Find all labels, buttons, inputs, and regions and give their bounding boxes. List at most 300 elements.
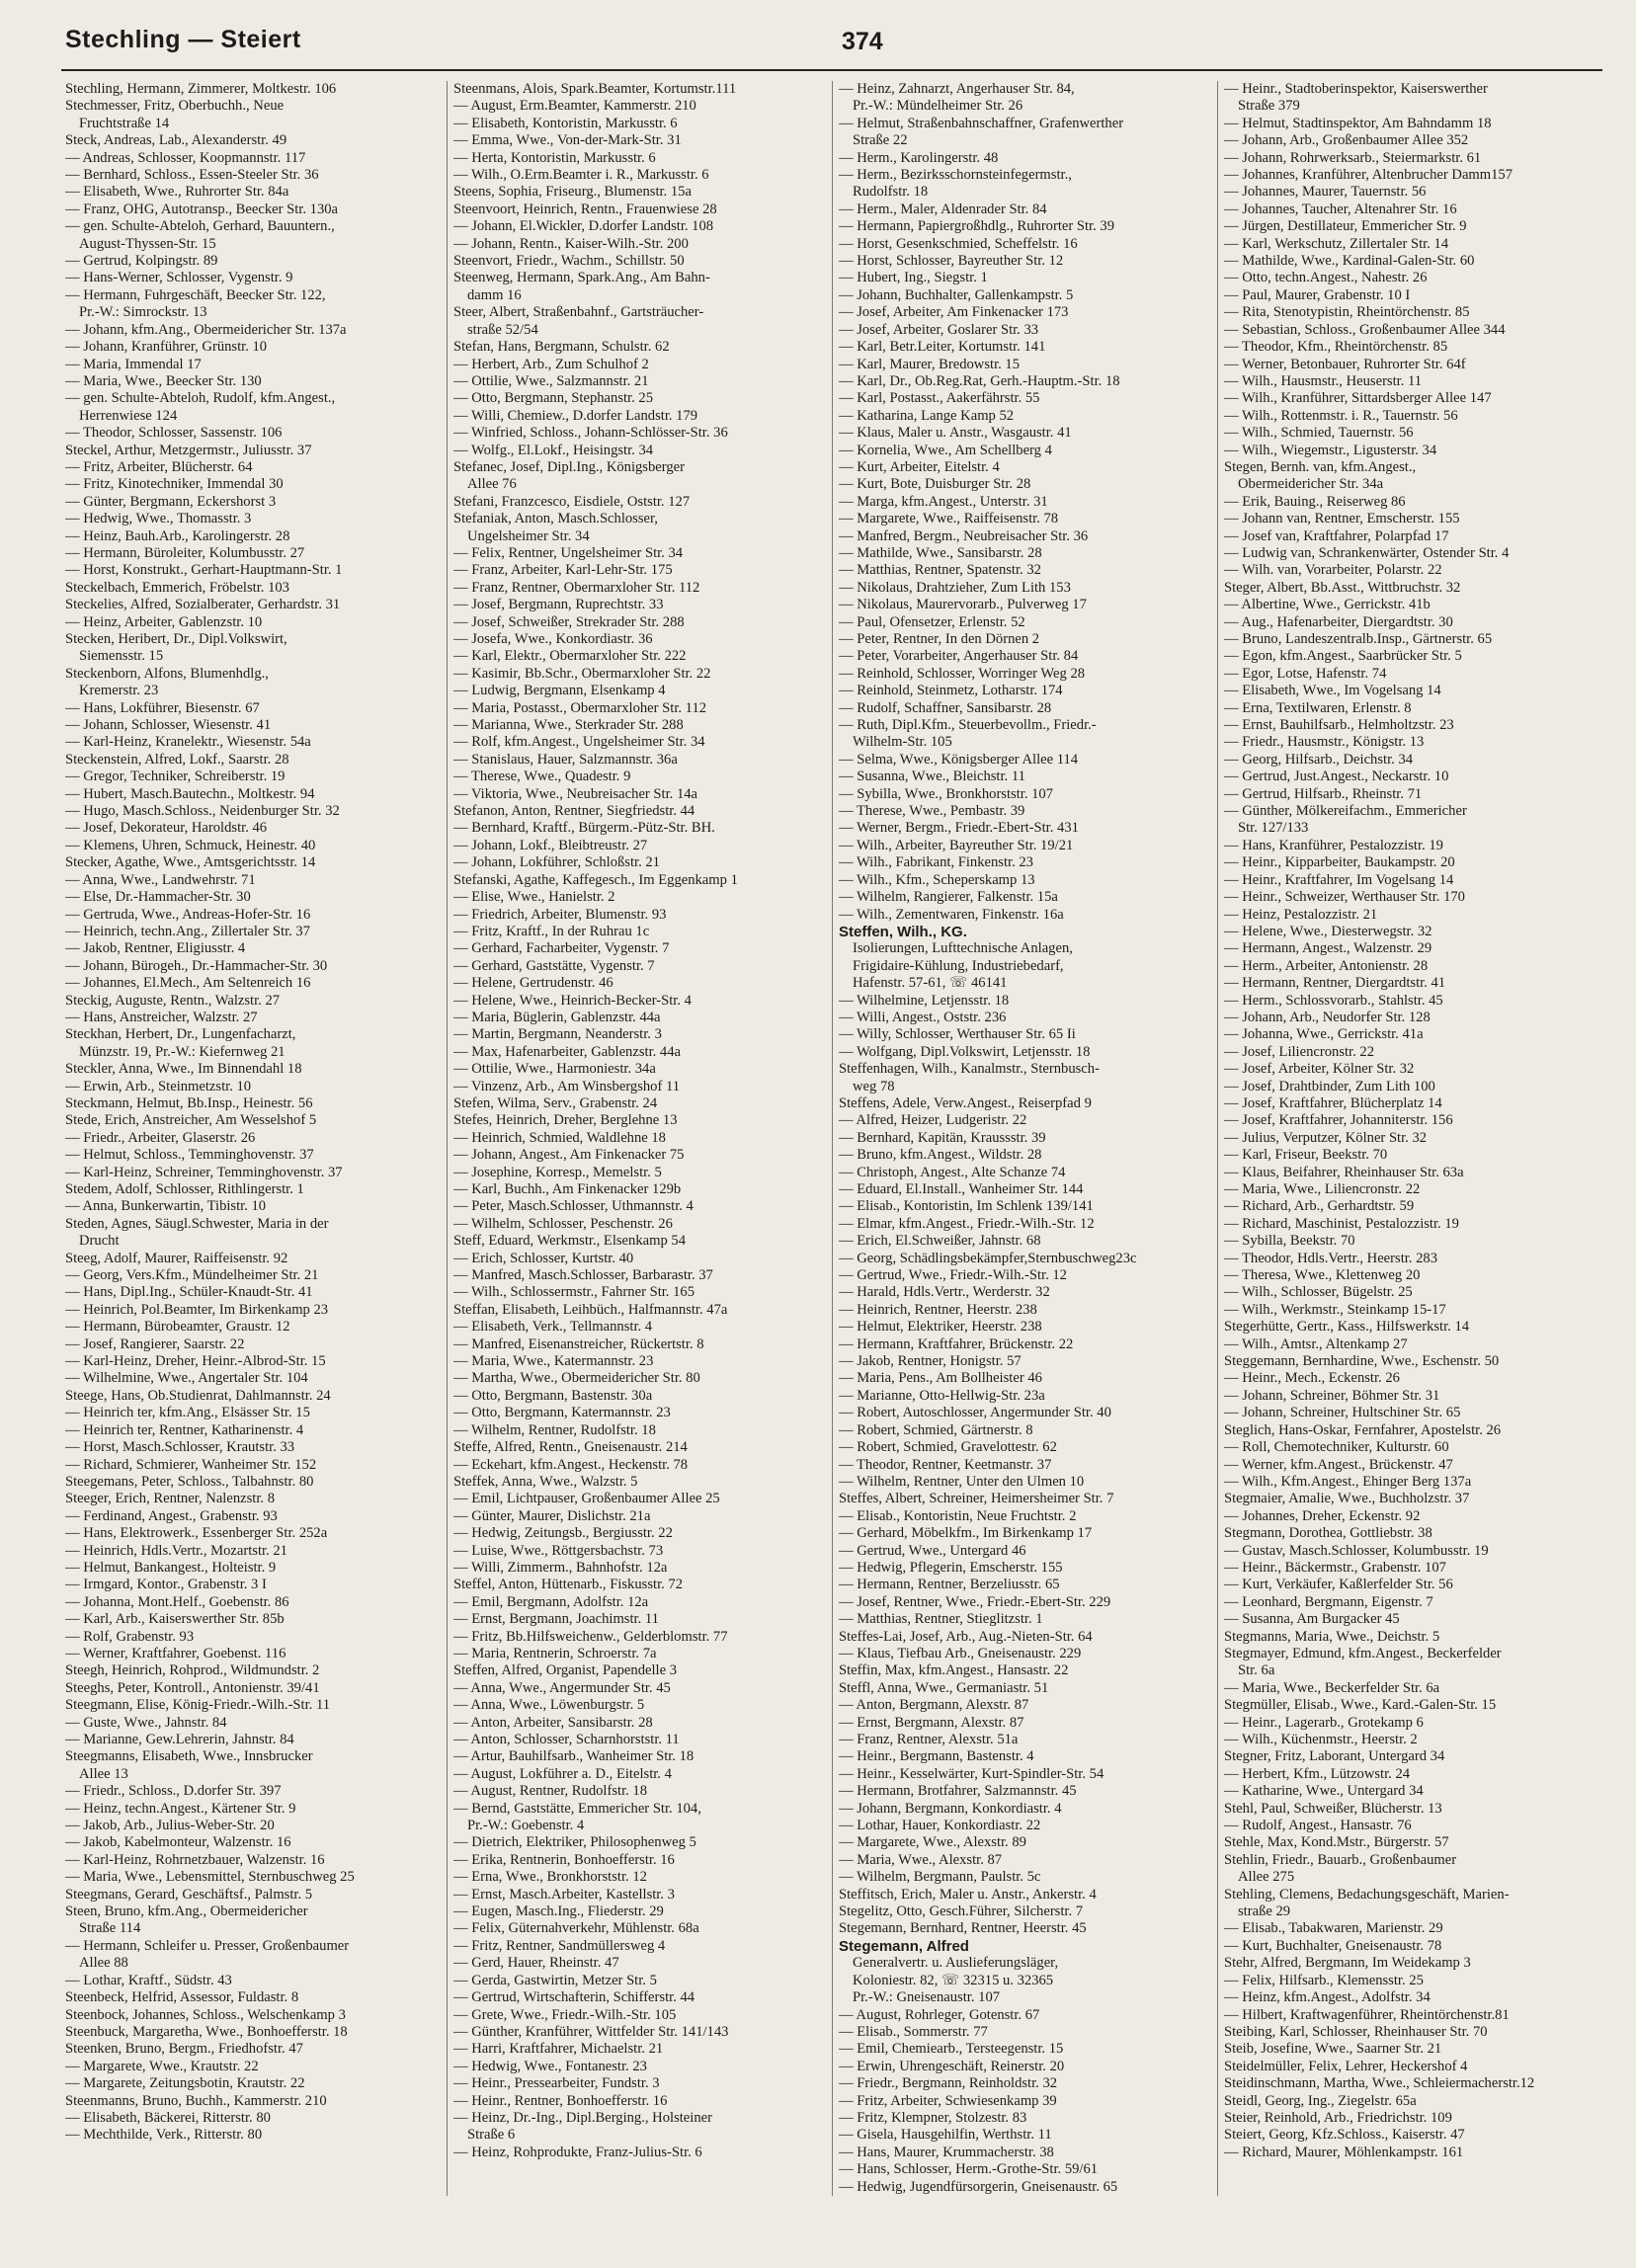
directory-entry: Stegner, Fritz, Laborant, Untergard 34 bbox=[1224, 1748, 1445, 1765]
directory-entry: Steffl, Anna, Wwe., Germaniastr. 51 bbox=[839, 1679, 1049, 1696]
directory-entry: Steenken, Bruno, Bergm., Friedhofstr. 47 bbox=[65, 2041, 303, 2058]
directory-entry: — Johanna, Wwe., Gerrickstr. 41a bbox=[1224, 1026, 1424, 1043]
directory-entry: — Herm., Arbeiter, Antonienstr. 28 bbox=[1224, 957, 1429, 974]
directory-entry: — Franz, Rentner, Alexstr. 51a bbox=[839, 1732, 1019, 1747]
directory-entry: Steffes-Lai, Josef, Arb., Aug.-Nieten-Str. 64 bbox=[839, 1628, 1093, 1645]
directory-entry: — Johann, Schlosser, Wiesenstr. 41 bbox=[65, 717, 272, 734]
directory-entry: — Klaus, Tiefbau Arb., Gneisenaustr. 229 bbox=[839, 1645, 1082, 1661]
directory-entry: Stegmann, Dorothea, Gottliebstr. 38 bbox=[1224, 1525, 1432, 1542]
directory-entry: — Bruno, kfm.Angest., Wildstr. 28 bbox=[839, 1147, 1042, 1164]
directory-entry: Obermeidericher Str. 34a bbox=[1238, 476, 1384, 493]
directory-entry: — gen. Schulte-Abteloh, Rudolf, kfm.Angest., bbox=[65, 390, 336, 407]
directory-entry: — Heinz, Dr.-Ing., Dipl.Berging., Holsteiner bbox=[453, 2109, 712, 2126]
directory-entry: — Heinz, Zahnarzt, Angerhauser Str. 84, bbox=[839, 81, 1075, 97]
directory-entry: Koloniestr. 82, ☏ 32315 u. 32365 bbox=[853, 1972, 1054, 1988]
directory-entry: — Kornelia, Wwe., Am Schellberg 4 bbox=[839, 442, 1052, 458]
directory-entry: — Vinzenz, Arb., Am Winsbergshof 11 bbox=[453, 1078, 681, 1094]
directory-entry: — Winfried, Schloss., Johann-Schlösser-Str. 36 bbox=[453, 425, 728, 442]
directory-entry: weg 78 bbox=[853, 1078, 895, 1094]
directory-entry: — Herbert, Kfm., Lützowstr. 24 bbox=[1224, 1765, 1411, 1782]
directory-entry: — Johann, Lokführer, Schloßstr. 21 bbox=[453, 854, 660, 871]
directory-entry: — Maria, Wwe., Beckerfelder Str. 6a bbox=[1224, 1679, 1440, 1696]
directory-entry: — Wilh., Kfm.Angest., Ehinger Berg 137a bbox=[1224, 1473, 1472, 1490]
directory-entry: — Josef, Rangierer, Saarstr. 22 bbox=[65, 1336, 245, 1352]
directory-entry: — Wilh., Kfm., Scheperskamp 13 bbox=[839, 871, 1035, 888]
directory-entry: — Maria, Rentnerin, Schroerstr. 7a bbox=[453, 1645, 657, 1661]
directory-entry: — Johannes, Dreher, Eckenstr. 92 bbox=[1224, 1507, 1421, 1524]
directory-entry: — Heinrich ter, kfm.Ang., Elsässer Str. 15 bbox=[65, 1405, 310, 1421]
directory-entry: — Gerhard, Facharbeiter, Vygenstr. 7 bbox=[453, 940, 670, 957]
directory-entry: Steck, Andreas, Lab., Alexanderstr. 49 bbox=[65, 132, 287, 149]
directory-entry: — Richard, Maurer, Möhlenkampstr. 161 bbox=[1224, 2144, 1464, 2160]
directory-entry: — Heinz, Rohprodukte, Franz-Julius-Str. 6 bbox=[453, 2144, 702, 2160]
directory-entry: — Josef, Drahtbinder, Zum Lith 100 bbox=[1224, 1078, 1435, 1094]
directory-entry: — Herbert, Arb., Zum Schulhof 2 bbox=[453, 356, 649, 372]
directory-entry: Steffel, Anton, Hüttenarb., Fiskusstr. 72 bbox=[453, 1577, 684, 1593]
directory-entry: — Wilhelmine, Letjensstr. 18 bbox=[839, 992, 1010, 1009]
directory-entry: — Karl, Werkschutz, Zillertaler Str. 14 bbox=[1224, 235, 1449, 252]
directory-entry: Pr.-W.: Mündelheimer Str. 26 bbox=[853, 98, 1023, 115]
directory-entry: — Johann, Buchhalter, Gallenkampstr. 5 bbox=[839, 286, 1074, 303]
directory-entry: — Hedwig, Jugendfürsorgerin, Gneisenaustr. 65 bbox=[839, 2178, 1118, 2195]
directory-entry: — Theodor, Kfm., Rheintörchenstr. 85 bbox=[1224, 339, 1448, 356]
directory-entry: Steeger, Erich, Rentner, Nalenzstr. 8 bbox=[65, 1491, 275, 1507]
directory-entry: — Hans-Werner, Schlosser, Vygenstr. 9 bbox=[65, 270, 293, 286]
directory-entry: — August, Rohrleger, Gotenstr. 67 bbox=[839, 2006, 1040, 2023]
directory-entry: — Hans, Elektrowerk., Essenberger Str. 252a bbox=[65, 1525, 328, 1542]
directory-entry: — Fritz, Kinotechniker, Immendal 30 bbox=[65, 476, 284, 493]
directory-entry: — Elisab., Kontoristin, Neue Fruchtstr. 2 bbox=[839, 1507, 1077, 1524]
directory-entry: Pr.-W.: Gneisenaustr. 107 bbox=[853, 1989, 1001, 2006]
directory-entry: — Heinr., Schweizer, Werthauser Str. 170 bbox=[1224, 889, 1465, 906]
directory-entry: — Johann, Rohrwerksarb., Steiermarkstr. 61 bbox=[1224, 149, 1482, 166]
directory-entry: — Franz, Arbeiter, Karl-Lehr-Str. 175 bbox=[453, 562, 673, 579]
directory-entry: — Johannes, Taucher, Altenahrer Str. 16 bbox=[1224, 201, 1457, 217]
directory-entry: — Fritz, Kraftf., In der Ruhrau 1c bbox=[453, 923, 650, 939]
directory-entry: — Stanislaus, Hauer, Salzmannstr. 36a bbox=[453, 751, 678, 768]
directory-entry: — Helene, Gertrudenstr. 46 bbox=[453, 975, 614, 992]
directory-entry: — Aug., Hafenarbeiter, Diergardtstr. 30 bbox=[1224, 613, 1453, 630]
directory-entry: — Rudolf, Angest., Hansastr. 76 bbox=[1224, 1818, 1412, 1834]
directory-entry: — Eckehart, kfm.Angest., Heckenstr. 78 bbox=[453, 1456, 689, 1473]
directory-entry: — Wolfgang, Dipl.Volkswirt, Letjensstr. 18 bbox=[839, 1043, 1091, 1060]
directory-entry: — Hermann, Bürobeamter, Graustr. 12 bbox=[65, 1319, 290, 1336]
directory-entry: Stecker, Agathe, Wwe., Amtsgerichtsstr. 14 bbox=[65, 854, 316, 871]
directory-entry: Steier, Reinhold, Arb., Friedrichstr. 109 bbox=[1224, 2109, 1452, 2126]
directory-entry: Steffan, Elisabeth, Leihbüch., Halfmannstr. 47a bbox=[453, 1301, 728, 1318]
directory-entry: Allee 13 bbox=[79, 1765, 128, 1782]
directory-entry: — Jürgen, Destillateur, Emmericher Str. 9 bbox=[1224, 218, 1467, 235]
directory-entry: — Therese, Wwe., Quadestr. 9 bbox=[453, 769, 631, 785]
directory-entry: — Theodor, Hdls.Vertr., Heerstr. 283 bbox=[1224, 1250, 1437, 1266]
directory-entry: — Wilhelm, Rangierer, Falkenstr. 15a bbox=[839, 889, 1058, 906]
directory-entry: — Wolfg., El.Lokf., Heisingstr. 34 bbox=[453, 442, 654, 458]
directory-entry: — Otto, Bergmann, Stephanstr. 25 bbox=[453, 390, 654, 407]
directory-entry: — Felix, Güternahverkehr, Mühlenstr. 68a bbox=[453, 1920, 699, 1937]
directory-entry: — Rolf, kfm.Angest., Ungelsheimer Str. 34 bbox=[453, 734, 705, 751]
directory-entry: — Rolf, Grabenstr. 93 bbox=[65, 1628, 195, 1645]
directory-entry: — Elise, Wwe., Hanielstr. 2 bbox=[453, 889, 615, 906]
directory-entry: — Johann, Bürogeh., Dr.-Hammacher-Str. 30 bbox=[65, 957, 328, 974]
directory-entry: — Helmut, Schloss., Temminghovenstr. 37 bbox=[65, 1147, 314, 1164]
directory-entry: Fruchtstraße 14 bbox=[79, 115, 170, 131]
directory-entry: — Gertrud, Hilfsarb., Rheinstr. 71 bbox=[1224, 785, 1423, 802]
directory-entry: — Therese, Wwe., Pembastr. 39 bbox=[839, 803, 1025, 820]
directory-entry: — Helmut, Stadtinspektor, Am Bahndamm 18 bbox=[1224, 115, 1492, 131]
directory-entry: — Harri, Kraftfahrer, Michaelstr. 21 bbox=[453, 2041, 664, 2058]
directory-entry: — Johann, Angest., Am Finkenacker 75 bbox=[453, 1147, 685, 1164]
directory-entry: — Luise, Wwe., Röttgersbachstr. 73 bbox=[453, 1542, 664, 1559]
directory-entry: — Paul, Ofensetzer, Erlenstr. 52 bbox=[839, 613, 1025, 630]
directory-entry: — Theresa, Wwe., Klettenweg 20 bbox=[1224, 1267, 1421, 1284]
directory-entry: — Hermann, Büroleiter, Kolumbusstr. 27 bbox=[65, 544, 305, 561]
directory-entry: — Matthias, Rentner, Stieglitzstr. 1 bbox=[839, 1611, 1043, 1628]
directory-entry: — Bernhard, Schloss., Essen-Steeler Str. 36 bbox=[65, 167, 319, 184]
directory-entry: — Lothar, Hauer, Konkordiastr. 22 bbox=[839, 1818, 1041, 1834]
directory-entry: Stegmüller, Elisab., Wwe., Kard.-Galen-Str. 15 bbox=[1224, 1697, 1497, 1714]
directory-entry: Allee 275 bbox=[1238, 1869, 1295, 1886]
directory-entry: Straße 6 bbox=[467, 2127, 516, 2144]
directory-entry: — Wilh., O.Erm.Beamter i. R., Markusstr. 6 bbox=[453, 167, 709, 184]
directory-entry: — Elisab., Tabakwaren, Marienstr. 29 bbox=[1224, 1920, 1443, 1937]
directory-entry: — Friedr., Schloss., D.dorfer Str. 397 bbox=[65, 1783, 282, 1800]
directory-entry: — Sebastian, Schloss., Großenbaumer Allee 344 bbox=[1224, 321, 1506, 338]
directory-entry: Stefanon, Anton, Rentner, Siegfriedstr. 44 bbox=[453, 803, 695, 820]
directory-entry: — Ernst, Bergmann, Joachimstr. 11 bbox=[453, 1611, 659, 1628]
directory-entry: — Grete, Wwe., Friedr.-Wilh.-Str. 105 bbox=[453, 2006, 677, 2023]
directory-entry: — Herta, Kontoristin, Markusstr. 6 bbox=[453, 149, 656, 166]
page-number: 374 bbox=[842, 28, 883, 55]
directory-entry: — Elisab., Kontoristin, Im Schlenk 139/141 bbox=[839, 1198, 1094, 1215]
directory-entry: Steenweg, Hermann, Spark.Ang., Am Bahn- bbox=[453, 270, 710, 286]
directory-entry: Steffes, Albert, Schreiner, Heimersheimer Str. 7 bbox=[839, 1491, 1114, 1507]
directory-entry: — Marianne, Otto-Hellwig-Str. 23a bbox=[839, 1387, 1045, 1404]
directory-entry: Münzstr. 19, Pr.-W.: Kiefernweg 21 bbox=[79, 1043, 286, 1060]
directory-entry: — Elisabeth, Bäckerei, Ritterstr. 80 bbox=[65, 2109, 271, 2126]
directory-entry: Steffitsch, Erich, Maler u. Anstr., Ankerstr. 4 bbox=[839, 1886, 1097, 1903]
directory-entry: — Wilh., Schmied, Tauernstr. 56 bbox=[1224, 425, 1414, 442]
directory-entry: — Karl, Betr.Leiter, Kortumstr. 141 bbox=[839, 339, 1046, 356]
directory-entry: — Kurt, Verkäufer, Kaßlerfelder Str. 56 bbox=[1224, 1577, 1453, 1593]
directory-entry: — Horst, Konstrukt., Gerhart-Hauptmann-Str. 1 bbox=[65, 562, 343, 579]
directory-entry: Steidinschmann, Martha, Wwe., Schleiermacherstr.12 bbox=[1224, 2075, 1535, 2092]
directory-entry: — Kurt, Arbeiter, Eitelstr. 4 bbox=[839, 458, 1000, 475]
directory-entry: — Josef van, Kraftfahrer, Polarpfad 17 bbox=[1224, 527, 1449, 544]
directory-entry: — Hermann, Brotfahrer, Salzmannstr. 45 bbox=[839, 1783, 1077, 1800]
directory-entry: — Mechthilde, Verk., Ritterstr. 80 bbox=[65, 2127, 263, 2144]
directory-entry: — Josef, Liliencronstr. 22 bbox=[1224, 1043, 1374, 1060]
directory-entry: — Hugo, Masch.Schloss., Neidenburger Str. 32 bbox=[65, 803, 340, 820]
directory-entry: — Helmut, Elektriker, Heerstr. 238 bbox=[839, 1319, 1042, 1336]
directory-entry: — Richard, Arb., Gerhardtstr. 59 bbox=[1224, 1198, 1415, 1215]
directory-entry: — Robert, Schmied, Gravelottestr. 62 bbox=[839, 1439, 1057, 1456]
directory-entry: — Martha, Wwe., Obermeidericher Str. 80 bbox=[453, 1370, 700, 1387]
directory-entry: — Peter, Vorarbeiter, Angerhauser Str. 84 bbox=[839, 648, 1079, 665]
directory-entry: — Erna, Wwe., Bronkhorststr. 12 bbox=[453, 1869, 647, 1886]
directory-entry: — Wilh., Werkmstr., Steinkamp 15-17 bbox=[1224, 1301, 1446, 1318]
directory-entry: Steegemans, Peter, Schloss., Talbahnstr. 80 bbox=[65, 1473, 314, 1490]
directory-entry: Stefani, Franzcesco, Eisdiele, Oststr. 127 bbox=[453, 493, 691, 510]
directory-entry: — Anton, Bergmann, Alexstr. 87 bbox=[839, 1697, 1029, 1714]
directory-entry: — Heinz, kfm.Angest., Adolfstr. 34 bbox=[1224, 1989, 1431, 2006]
directory-entry: — Wilh., Rottenmstr. i. R., Tauernstr. 56 bbox=[1224, 407, 1458, 424]
directory-entry: — Karl, Buchh., Am Finkenacker 129b bbox=[453, 1181, 682, 1197]
directory-entry: — Martin, Bergmann, Neanderstr. 3 bbox=[453, 1026, 662, 1043]
directory-entry: Stehlin, Friedr., Bauarb., Großenbaumer bbox=[1224, 1851, 1457, 1868]
directory-entry: — Willi, Angest., Oststr. 236 bbox=[839, 1009, 1007, 1025]
directory-entry: — Georg, Schädlingsbekämpfer,Sternbuschweg23c bbox=[839, 1250, 1137, 1266]
directory-entry: — Emil, Lichtpauser, Großenbaumer Allee 25 bbox=[453, 1491, 720, 1507]
directory-entry: — Wilh., Zementwaren, Finkenstr. 16a bbox=[839, 906, 1064, 923]
directory-entry: — Günther, Kranführer, Wittfelder Str. 141/143 bbox=[453, 2023, 729, 2040]
directory-entry: August-Thyssen-Str. 15 bbox=[79, 235, 216, 252]
directory-entry: — Klemens, Uhren, Schmuck, Heinestr. 40 bbox=[65, 837, 316, 853]
directory-entry: — Hilbert, Kraftwagenführer, Rheintörchenstr.81 bbox=[1224, 2006, 1510, 2023]
directory-entry: — Roll, Chemotechniker, Kulturstr. 60 bbox=[1224, 1439, 1449, 1456]
directory-entry: — Heinr., Kesselwärter, Kurt-Spindler-Str. 54 bbox=[839, 1765, 1104, 1782]
directory-entry: — Heinz, Bauh.Arb., Karolingerstr. 28 bbox=[65, 527, 290, 544]
directory-entry: — Friedr., Arbeiter, Glaserstr. 26 bbox=[65, 1129, 256, 1146]
directory-entry: — Werner, Betonbauer, Ruhrorter Str. 64f bbox=[1224, 356, 1466, 372]
directory-entry: — Eduard, El.Install., Wanheimer Str. 144 bbox=[839, 1181, 1084, 1197]
directory-entry: — Gertrud, Just.Angest., Neckarstr. 10 bbox=[1224, 769, 1449, 785]
directory-entry: — Heinr., Kipparbeiter, Baukampstr. 20 bbox=[1224, 854, 1455, 871]
directory-entry: Stefen, Wilma, Serv., Grabenstr. 24 bbox=[453, 1094, 658, 1111]
directory-entry: Steib, Josefine, Wwe., Saarner Str. 21 bbox=[1224, 2041, 1442, 2058]
directory-entry: — Mathilde, Wwe., Kardinal-Galen-Str. 60 bbox=[1224, 253, 1475, 270]
directory-entry: — Georg, Vers.Kfm., Mündelheimer Str. 21 bbox=[65, 1267, 319, 1284]
directory-column bbox=[1217, 81, 1602, 2196]
directory-entry: Stegmayer, Edmund, kfm.Angest., Beckerfelder bbox=[1224, 1645, 1502, 1661]
directory-entry: Steenvort, Friedr., Wachm., Schillstr. 50 bbox=[453, 253, 685, 270]
directory-entry: — Maria, Wwe., Beecker Str. 130 bbox=[65, 372, 262, 389]
directory-entry: straße 29 bbox=[1238, 1904, 1291, 1920]
directory-entry: — Heinz, techn.Angest., Kärtener Str. 9 bbox=[65, 1800, 296, 1817]
directory-entry: — Wilh., Schlossermstr., Fahrner Str. 165 bbox=[453, 1284, 695, 1301]
directory-entry: — Hedwig, Wwe., Thomasstr. 3 bbox=[65, 511, 252, 527]
directory-entry: — Johann, Kranführer, Grünstr. 10 bbox=[65, 339, 268, 356]
directory-entry: — Marga, kfm.Angest., Unterstr. 31 bbox=[839, 493, 1048, 510]
directory-entry: — Wilhelm, Schlosser, Peschenstr. 26 bbox=[453, 1215, 673, 1232]
directory-entry: — Anton, Schlosser, Scharnhorststr. 11 bbox=[453, 1732, 680, 1747]
directory-entry: — Felix, Hilfsarb., Klemensstr. 25 bbox=[1224, 1972, 1424, 1988]
directory-entry: — Johann, El.Wickler, D.dorfer Landstr. 108 bbox=[453, 218, 714, 235]
directory-entry: Straße 22 bbox=[853, 132, 908, 149]
directory-entry: — Jakob, Arb., Julius-Weber-Str. 20 bbox=[65, 1818, 275, 1834]
directory-entry: Rudolfstr. 18 bbox=[853, 184, 929, 201]
directory-entry: — Ernst, Masch.Arbeiter, Kastellstr. 3 bbox=[453, 1886, 675, 1903]
directory-entry: — Elmar, kfm.Angest., Friedr.-Wilh.-Str. 12 bbox=[839, 1215, 1095, 1232]
directory-entry: — Emma, Wwe., Von-der-Mark-Str. 31 bbox=[453, 132, 682, 149]
directory-entry: — Elisabeth, Wwe., Im Vogelsang 14 bbox=[1224, 683, 1441, 699]
directory-entry: Steggemann, Bernhardine, Wwe., Eschenstr. 50 bbox=[1224, 1353, 1500, 1370]
directory-entry: Stegmaier, Amalie, Wwe., Buchholzstr. 37 bbox=[1224, 1491, 1470, 1507]
directory-entry: Steckig, Auguste, Rentn., Walzstr. 27 bbox=[65, 992, 281, 1009]
directory-entry: Stehling, Clemens, Bedachungsgeschäft, Marien- bbox=[1224, 1886, 1510, 1903]
directory-entry: — Elisabeth, Kontoristin, Markusstr. 6 bbox=[453, 115, 678, 131]
directory-entry: Frigidaire-Kühlung, Industriebedarf, bbox=[853, 957, 1064, 974]
directory-entry: Stefan, Hans, Bergmann, Schulstr. 62 bbox=[453, 339, 670, 356]
directory-entry: — Manfred, Eisenanstreicher, Rückertstr. 8 bbox=[453, 1336, 704, 1352]
directory-entry: — Ferdinand, Angest., Grabenstr. 93 bbox=[65, 1507, 278, 1524]
directory-entry: — Karl-Heinz, Kranelektr., Wiesenstr. 54a bbox=[65, 734, 311, 751]
directory-entry: — Heinrich ter, Rentner, Katharinenstr. 4 bbox=[65, 1421, 304, 1438]
directory-entry: — Hans, Kranführer, Pestalozzistr. 19 bbox=[1224, 837, 1443, 853]
directory-entry: — Josef, Kraftfahrer, Blücherplatz 14 bbox=[1224, 1094, 1442, 1111]
directory-entry: Steffe, Alfred, Rentn., Gneisenaustr. 214 bbox=[453, 1439, 688, 1456]
directory-entry: — Fritz, Arbeiter, Blücherstr. 64 bbox=[65, 458, 253, 475]
directory-entry: — Maria, Büglerin, Gablenzstr. 44a bbox=[453, 1009, 661, 1025]
directory-entry: — Anna, Wwe., Löwenburgstr. 5 bbox=[453, 1697, 645, 1714]
directory-entry: — Kurt, Buchhalter, Gneisenaustr. 78 bbox=[1224, 1937, 1442, 1954]
directory-entry: — Reinhold, Steinmetz, Lotharstr. 174 bbox=[839, 683, 1063, 699]
directory-entry: — Andreas, Schlosser, Koopmannstr. 117 bbox=[65, 149, 306, 166]
directory-entry: Steegh, Heinrich, Rohprod., Wildmundstr. 2 bbox=[65, 1662, 320, 1679]
directory-entry: — Gertrud, Kolpingstr. 89 bbox=[65, 253, 218, 270]
directory-entry: — Fritz, Rentner, Sandmüllersweg 4 bbox=[453, 1937, 666, 1954]
directory-entry: — Helene, Wwe., Diesterwegstr. 32 bbox=[1224, 923, 1432, 939]
directory-entry: — Heinr., Bäckermstr., Grabenstr. 107 bbox=[1224, 1559, 1446, 1576]
directory-entry: — Gustav, Masch.Schlosser, Kolumbusstr. 19 bbox=[1224, 1542, 1489, 1559]
directory-columns bbox=[61, 81, 1602, 2196]
directory-entry: — Wilh., Wiegemstr., Ligusterstr. 34 bbox=[1224, 442, 1437, 458]
directory-column bbox=[447, 81, 832, 2196]
directory-entry: Kremerstr. 23 bbox=[79, 683, 159, 699]
directory-entry: — Josef, Dekorateur, Haroldstr. 46 bbox=[65, 820, 268, 837]
directory-entry: Str. 127/133 bbox=[1238, 820, 1309, 837]
directory-entry: — August, Rentner, Rudolfstr. 18 bbox=[453, 1783, 648, 1800]
directory-entry: — Josef, Kraftfahrer, Johanniterstr. 156 bbox=[1224, 1112, 1453, 1129]
directory-entry: — Erna, Textilwaren, Erlenstr. 8 bbox=[1224, 699, 1412, 716]
directory-entry: — Herm., Karolingerstr. 48 bbox=[839, 149, 999, 166]
directory-entry: — Nikolaus, Drahtzieher, Zum Lith 153 bbox=[839, 579, 1071, 596]
directory-entry: Hafenstr. 57-61, ☏ 46141 bbox=[853, 975, 1008, 992]
directory-entry: — Heinr., Mech., Eckenstr. 26 bbox=[1224, 1370, 1400, 1387]
directory-entry: — Wilhelm, Bergmann, Paulstr. 5c bbox=[839, 1869, 1041, 1886]
directory-entry: — Maria, Pens., Am Bollheister 46 bbox=[839, 1370, 1042, 1387]
directory-entry: — Hedwig, Zeitungsb., Bergiusstr. 22 bbox=[453, 1525, 673, 1542]
directory-entry: — Robert, Autoschlosser, Angermunder Str. 40 bbox=[839, 1405, 1111, 1421]
directory-entry: — Wilh., Küchenmstr., Heerstr. 2 bbox=[1224, 1732, 1418, 1747]
directory-entry: — gen. Schulte-Abteloh, Gerhard, Bauuntern., bbox=[65, 218, 335, 235]
directory-entry: — Hans, Dipl.Ing., Schüler-Knaudt-Str. 41 bbox=[65, 1284, 313, 1301]
directory-entry: — Josef, Arbeiter, Am Finkenacker 173 bbox=[839, 304, 1069, 321]
directory-entry: Stehr, Alfred, Bergmann, Im Weidekamp 3 bbox=[1224, 1955, 1471, 1972]
directory-entry: — Matthias, Rentner, Spatenstr. 32 bbox=[839, 562, 1041, 579]
directory-entry: Steegmann, Elise, König-Friedr.-Wilh.-Str. 11 bbox=[65, 1697, 331, 1714]
directory-entry: — Elisab., Sommerstr. 77 bbox=[839, 2023, 988, 2040]
directory-entry: — Werner, Kraftfahrer, Goebenst. 116 bbox=[65, 1645, 286, 1661]
directory-entry: — Johann, Lokf., Bleibtreustr. 27 bbox=[453, 837, 648, 853]
directory-entry: Stefanec, Josef, Dipl.Ing., Königsberger bbox=[453, 458, 685, 475]
directory-entry: Stegen, Bernh. van, kfm.Angest., bbox=[1224, 458, 1417, 475]
directory-entry: — Margarete, Wwe., Alexstr. 89 bbox=[839, 1834, 1026, 1851]
directory-entry: — Otto, Bergmann, Bastenstr. 30a bbox=[453, 1387, 653, 1404]
directory-entry: Steenmans, Alois, Spark.Beamter, Kortumstr.111 bbox=[453, 81, 737, 97]
directory-entry: — Fritz, Arbeiter, Schwiesenkamp 39 bbox=[839, 2092, 1057, 2109]
directory-entry: — Hermann, Papiergroßhdlg., Ruhrorter Str. 39 bbox=[839, 218, 1114, 235]
directory-entry: — Josefa, Wwe., Konkordiastr. 36 bbox=[453, 631, 653, 647]
directory-entry: — Margarete, Zeitungsbotin, Krautstr. 22 bbox=[65, 2075, 305, 2092]
directory-entry: Stegelitz, Otto, Gesch.Führer, Silcherstr. 7 bbox=[839, 1904, 1084, 1920]
directory-entry: — Bernhard, Kapitän, Kraussstr. 39 bbox=[839, 1129, 1046, 1146]
directory-entry: Stehl, Paul, Schweißer, Blücherstr. 13 bbox=[1224, 1800, 1442, 1817]
directory-entry: — Kurt, Bote, Duisburger Str. 28 bbox=[839, 476, 1031, 493]
directory-entry: — Wilhelm, Rentner, Unter den Ulmen 10 bbox=[839, 1473, 1085, 1490]
directory-entry: — Helmut, Bankangest., Holteistr. 9 bbox=[65, 1559, 277, 1576]
directory-entry: Steer, Albert, Straßenbahnf., Gartsträucher- bbox=[453, 304, 704, 321]
directory-entry: — Sybilla, Beekstr. 70 bbox=[1224, 1233, 1355, 1250]
directory-entry: — Karl-Heinz, Schreiner, Temminghovenstr. 37 bbox=[65, 1164, 343, 1180]
directory-entry: — Gisela, Hausgehilfin, Werthstr. 11 bbox=[839, 2127, 1052, 2144]
directory-entry: Steckel, Arthur, Metzgermstr., Juliusstr. 37 bbox=[65, 442, 312, 458]
directory-entry: — Johann, kfm.Ang., Obermeidericher Str. 137a bbox=[65, 321, 347, 338]
directory-entry: Pr.-W.: Goebenstr. 4 bbox=[467, 1818, 585, 1834]
directory-entry: — Anna, Bunkerwartin, Tibistr. 10 bbox=[65, 1198, 267, 1215]
directory-entry: — Gertrud, Wirtschafterin, Schifferstr. 44 bbox=[453, 1989, 695, 2006]
directory-entry: — Friedr., Bergmann, Reinholdstr. 32 bbox=[839, 2075, 1058, 2092]
directory-entry: — Marianna, Wwe., Sterkrader Str. 288 bbox=[453, 717, 684, 734]
directory-entry: — Katharina, Lange Kamp 52 bbox=[839, 407, 1015, 424]
directory-entry: — Erwin, Arb., Steinmetzstr. 10 bbox=[65, 1078, 252, 1094]
directory-entry: — Else, Dr.-Hammacher-Str. 30 bbox=[65, 889, 251, 906]
directory-entry: Drucht bbox=[79, 1233, 120, 1250]
directory-entry: — Bernd, Gaststätte, Emmericher Str. 104, bbox=[453, 1800, 701, 1817]
directory-entry: — Hans, Anstreicher, Walzstr. 27 bbox=[65, 1009, 258, 1025]
directory-entry: — Heinz, Pestalozzistr. 21 bbox=[1224, 906, 1378, 923]
directory-entry: Stecken, Heribert, Dr., Dipl.Volkswirt, bbox=[65, 631, 287, 647]
directory-entry: — Heinrich, Hdls.Vertr., Mozartstr. 21 bbox=[65, 1542, 287, 1559]
directory-entry: — Rudolf, Schaffner, Sansibarstr. 28 bbox=[839, 699, 1052, 716]
directory-entry: Steenvoort, Heinrich, Rentn., Frauenwiese 28 bbox=[453, 201, 717, 217]
directory-entry: — Josephine, Korresp., Memelstr. 5 bbox=[453, 1164, 662, 1180]
directory-entry: — Johann, Bergmann, Konkordiastr. 4 bbox=[839, 1800, 1062, 1817]
directory-entry: straße 52/54 bbox=[467, 321, 538, 338]
directory-entry: — Johannes, Kranführer, Altenbrucher Damm157 bbox=[1224, 167, 1513, 184]
directory-entry: — Josef, Bergmann, Ruprechtstr. 33 bbox=[453, 597, 664, 613]
directory-entry: Stegemann, Alfred bbox=[839, 1937, 969, 1955]
directory-entry: Stechmesser, Fritz, Oberbuchh., Neue bbox=[65, 98, 285, 115]
directory-entry: Steckenstein, Alfred, Lokf., Saarstr. 28 bbox=[65, 751, 289, 768]
directory-entry: — Fritz, Klempner, Stolzestr. 83 bbox=[839, 2109, 1027, 2126]
directory-entry: — Richard, Schmierer, Wanheimer Str. 152 bbox=[65, 1456, 317, 1473]
directory-entry: — Peter, Rentner, In den Dörnen 2 bbox=[839, 631, 1040, 647]
directory-entry: — Kasimir, Bb.Schr., Obermarxloher Str. 22 bbox=[453, 665, 711, 682]
directory-entry: — Johannes, El.Mech., Am Seltenreich 16 bbox=[65, 975, 311, 992]
directory-entry: — Heinr., Kraftfahrer, Im Vogelsang 14 bbox=[1224, 871, 1454, 888]
directory-entry: Allee 88 bbox=[79, 1955, 128, 1972]
directory-entry: — Heinr., Bergmann, Bastenstr. 4 bbox=[839, 1748, 1034, 1765]
directory-entry: — Herm., Maler, Aldenrader Str. 84 bbox=[839, 201, 1047, 217]
directory-entry: — Harald, Hdls.Vertr., Werderstr. 32 bbox=[839, 1284, 1050, 1301]
directory-entry: — Herm., Schlossvorarb., Stahlstr. 45 bbox=[1224, 992, 1443, 1009]
directory-entry: Stefaniak, Anton, Masch.Schlosser, bbox=[453, 511, 658, 527]
directory-entry: — Helene, Wwe., Heinrich-Becker-Str. 4 bbox=[453, 992, 692, 1009]
directory-entry: — Johannes, Maurer, Tauernstr. 56 bbox=[1224, 184, 1427, 201]
directory-entry: — Elisabeth, Verk., Tellmannstr. 4 bbox=[453, 1319, 653, 1336]
directory-entry: — Artur, Bauhilfsarb., Wanheimer Str. 18 bbox=[453, 1748, 695, 1765]
directory-entry: — Theodor, Schlosser, Sassenstr. 106 bbox=[65, 425, 283, 442]
directory-entry: — Susanna, Wwe., Bleichstr. 11 bbox=[839, 769, 1025, 785]
directory-entry: — Hermann, Rentner, Diergardtstr. 41 bbox=[1224, 975, 1446, 992]
directory-entry: — Gertruda, Wwe., Andreas-Hofer-Str. 16 bbox=[65, 906, 311, 923]
directory-entry: — Gerd, Hauer, Rheinstr. 47 bbox=[453, 1955, 619, 1972]
directory-entry: — Wilh., Schlosser, Bügelstr. 25 bbox=[1224, 1284, 1413, 1301]
directory-entry: — Emil, Bergmann, Adolfstr. 12a bbox=[453, 1593, 649, 1610]
directory-entry: — Emil, Chemiearb., Tersteegenstr. 15 bbox=[839, 2041, 1064, 2058]
directory-entry: — Hans, Schlosser, Herm.-Grothe-Str. 59/61 bbox=[839, 2161, 1099, 2178]
directory-entry: — Lothar, Kraftf., Südstr. 43 bbox=[65, 1972, 232, 1988]
